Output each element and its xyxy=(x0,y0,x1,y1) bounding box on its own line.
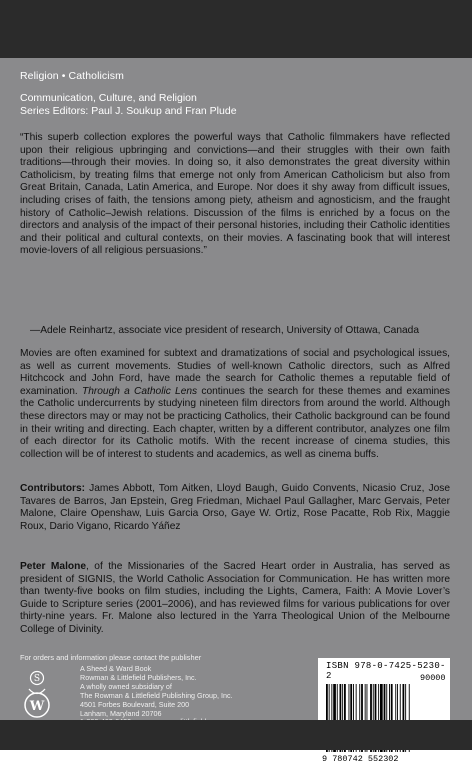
publisher-line: Lanham, Maryland 20706 xyxy=(80,708,162,718)
series-editors: Series Editors: Paul J. Soukup and Fran Plude xyxy=(20,105,237,117)
publisher-line: The Rowman & Littlefield Publishing Group, Inc. xyxy=(80,690,233,700)
editor-bio xyxy=(20,561,450,637)
quote-attribution: —Adele Reinhartz, associate vice president of research, University of Ottawa, Canada xyxy=(30,325,420,336)
bottom-dark-band xyxy=(0,720,472,750)
book-description xyxy=(20,348,450,461)
content-panel xyxy=(0,58,472,764)
isbn-label: ISBN 978-0-7425-5230-2 xyxy=(326,661,446,681)
editor-name: Peter Malone xyxy=(20,561,87,572)
top-dark-band xyxy=(0,0,472,58)
barcode-box xyxy=(318,658,450,768)
svg-text:S: S xyxy=(33,674,41,684)
publisher-line: 4501 Forbes Boulevard, Suite 200 xyxy=(80,699,190,709)
description-part-1: Movies are often examined for subtext and dramatizations of social and psychological issues, as well as current movements. Studies of well-known Catholic directors, such as Alfred Hitchcock and John Ford, have made the search for Catholic themes a reputable field of examination. xyxy=(20,348,450,397)
publisher-line: A Sheed & Ward Book xyxy=(80,664,152,673)
series-name: Communication, Culture, and Religion xyxy=(20,92,197,104)
editor-bio-text: , of the Missionaries of the Sacred Heart order in Australia, has served as president of SIGNIS, the World Catholic Association for Communication. He has written more than twenty-five books on film studies, including the Lights, Camera, Faith: A Movie Lover’s Guide to Scripture series (2001–2006), and has reviewed films for various publications for over thirty-nine years. Fr. Malone also lectured in the Yarra Theological Union of the Melbourne College of Divinity. xyxy=(20,561,450,635)
category-label: Religion • Catholicism xyxy=(20,70,124,82)
svg-text:W: W xyxy=(29,699,45,714)
contributors-list xyxy=(20,483,450,533)
publisher-line: Rowman & Littlefield Publishers, Inc. xyxy=(80,672,197,682)
series-info xyxy=(20,92,237,118)
contributors-label: Contributors: xyxy=(20,483,86,494)
publisher-line: A wholly owned subsidiary of xyxy=(80,681,172,691)
sheed-ward-logo-icon xyxy=(20,669,54,721)
barcode-digits: 9 780742 552302 xyxy=(322,754,399,764)
book-title-italic: Through a Catholic Lens xyxy=(81,385,198,397)
orders-line: For orders and information please contact the publisher xyxy=(20,653,202,662)
description-part-2: continues the search for these themes and examines the Catholic undercurrents by studying nineteen film directors from around the world. Although these directors may or may not be practicing Catholics, their Catholic background can be found in their writing and directing. Each chapter, written by a different contributor, analyzes one film of each director for its Catholic motifs. With the recent increase of cinema studies, this collection will be of interest to students and academics, as well as cinema buffs. xyxy=(20,385,451,460)
publisher-address xyxy=(80,665,233,727)
price-code: 90000 xyxy=(420,673,446,683)
endorsement-quote: “This superb collection explores the powerful ways that Catholic filmmakers have reflected upon their religious upbringing and convictions—and their struggles with their own faith traditions—through their movies. In doing so, it also demonstrates the great diversity within Catholicism, by treating films that emerge not only from American Catholicism but also from Great Britain, Canada, Latin America, and Europe. Nor does it shy away from difficult issues, including crises of faith, the tensions among piety, atheism and agnosticism, and the fraught history of Catholic–Jewish relations. Discussion of the films is enriched by a focus on the directors and analysis of the impact of their personal histories, including their Catholic identities and their political and cultural contexts, on their movies. A fascinating book that will interest movie-lovers of all religious persuasions.” xyxy=(20,132,450,257)
contributors-names: James Abbott, Tom Aitken, Lloyd Baugh, Guido Convents, Nicasio Cruz, Jose Tavares de Barros, Jan Epstein, Greg Friedman, Michael Paul Gallagher, Marc Gervais, Peter Malone, Claire Openshaw, Luis Garcia Orso, Gaye W. Ortiz, Rose Pacatte, Rob Rix, Maggie Roux, Dario Vigano, Ricardo Yáñez xyxy=(20,483,450,532)
